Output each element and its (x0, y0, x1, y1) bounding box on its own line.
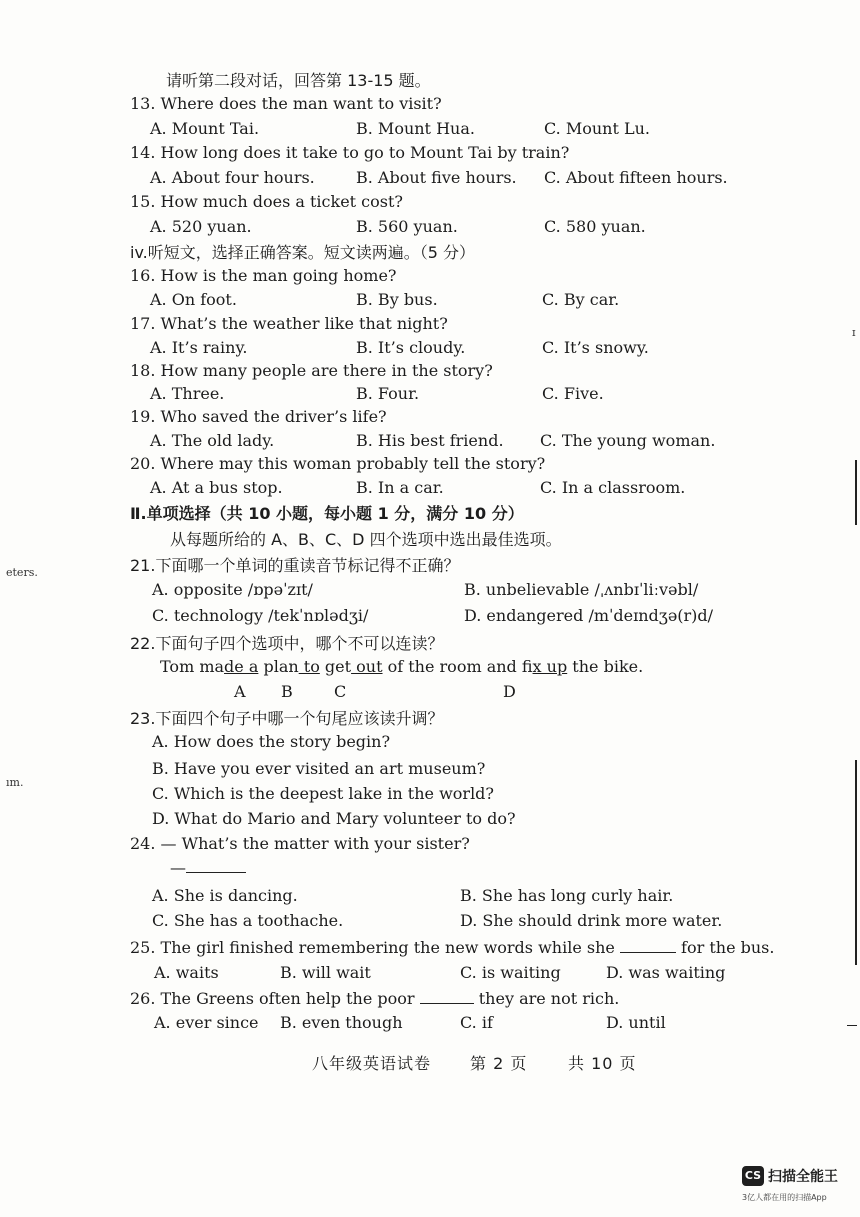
question-stem: 14. How long does it take to go to Mount Tai by train? (130, 143, 570, 162)
question-stem (130, 989, 619, 1008)
option-c: C. The young woman. (540, 431, 716, 450)
option-b: B. She has long curly hair. (460, 886, 674, 905)
part-heading: Ⅱ.单项选择（共 10 小题，每小题 1 分，满分 10 分） (130, 504, 524, 523)
option-b: B. By bus. (356, 290, 438, 309)
stem-part: for the bus. (681, 938, 775, 957)
linking-option-b: to (298, 657, 320, 676)
linking-option-d: x up (532, 657, 568, 676)
option-c: C. Five. (542, 384, 604, 403)
edge-mark (855, 460, 857, 525)
question-stem: 13. Where does the man want to visit? (130, 94, 442, 113)
footer-page: 第 2 页 (470, 1054, 528, 1073)
scanner-logo-icon: CS (742, 1166, 764, 1186)
option-c: C. She has a toothache. (152, 911, 344, 930)
sentence-part: Tom ma (160, 657, 225, 676)
scanner-app-name: 扫描全能王 (768, 1169, 838, 1185)
sentence-part: of the room and fi (382, 657, 533, 676)
stem-part: 26. The Greens often help the poor (130, 989, 415, 1008)
question-stem (130, 938, 774, 957)
dash: — (170, 858, 186, 877)
option-a: A. How does the story begin? (152, 732, 391, 751)
option-d: D. was waiting (606, 963, 726, 982)
option-a: A. ever since (154, 1013, 259, 1032)
question-stem: 20. Where may this woman probably tell the story? (130, 454, 546, 473)
part-instruction: 从每题所给的 A、B、C、D 四个选项中选出最佳选项。 (170, 530, 562, 549)
question-stem: 17. What’s the weather like that night? (130, 314, 448, 333)
question-stem: 19. Who saved the driver’s life? (130, 407, 387, 426)
linking-option-a: de a (224, 657, 259, 676)
option-b: B. Four. (356, 384, 420, 403)
footer-total: 共 10 页 (568, 1054, 637, 1073)
option-c: C. if (460, 1013, 493, 1032)
label-c: C (334, 682, 347, 701)
edge-mark (855, 760, 857, 965)
margin-fragment: eters. (6, 566, 38, 579)
footer-title: 八年级英语试卷 (312, 1054, 432, 1073)
edge-mark (847, 1025, 857, 1026)
option-a: A. She is dancing. (152, 886, 298, 905)
section-heading: iv.听短文，选择正确答案。短文读两遍。（5 分） (130, 243, 476, 262)
question-stem: 15. How much does a ticket cost? (130, 192, 403, 211)
option-d: D. endangered /mˈdeɪndʒə(r)d/ (464, 606, 714, 625)
option-a: A. The old lady. (150, 431, 275, 450)
option-d: D. What do Mario and Mary volunteer to do? (152, 809, 516, 828)
label-a: A (234, 682, 246, 701)
option-a: A. At a bus stop. (150, 478, 283, 497)
margin-fragment: ɪ (852, 326, 856, 339)
answer-blank-line (170, 858, 246, 877)
option-a: A. It’s rainy. (150, 338, 248, 357)
option-c: C. Which is the deepest lake in the world? (152, 784, 494, 803)
sentence-part: the bike. (567, 657, 644, 676)
option-b: B. 560 yuan. (356, 217, 458, 236)
option-b: B. even though (280, 1013, 403, 1032)
option-b: B. Mount Hua. (356, 119, 475, 138)
option-c: C. In a classroom. (540, 478, 686, 497)
option-c: C. technology /tekˈnɒlədʒi/ (152, 606, 369, 625)
question-stem: 23.下面四个句子中哪一个句尾应该读升调？ (130, 709, 444, 728)
option-a: A. On foot. (150, 290, 237, 309)
label-d: D (503, 682, 516, 701)
margin-fragment: ım. (6, 776, 24, 789)
linking-option-c: out (351, 657, 383, 676)
option-a: A. 520 yuan. (150, 217, 252, 236)
stem-part: 25. The girl finished remembering the new words while she (130, 938, 615, 957)
option-c: C. By car. (542, 290, 620, 309)
sentence-part: get (319, 657, 352, 676)
question-stem: 18. How many people are there in the story? (130, 361, 493, 380)
option-b: B. Have you ever visited an art museum? (152, 759, 486, 778)
option-c: C. is waiting (460, 963, 561, 982)
scanner-app-slogan: 3亿人都在用的扫描App (742, 1193, 827, 1202)
option-c: C. 580 yuan. (544, 217, 646, 236)
section-instruction: 请听第二段对话，回答第 13-15 题。 (166, 71, 431, 90)
sentence-part: plan (258, 657, 299, 676)
option-a: A. About four hours. (150, 168, 315, 187)
option-b: B. About five hours. (356, 168, 517, 187)
option-a: A. Mount Tai. (150, 119, 260, 138)
option-b: B. It’s cloudy. (356, 338, 466, 357)
option-a: A. Three. (150, 384, 225, 403)
option-b: B. His best friend. (356, 431, 504, 450)
question-stem: 16. How is the man going home? (130, 266, 397, 285)
option-b: B. In a car. (356, 478, 444, 497)
option-d: D. until (606, 1013, 666, 1032)
option-b: B. unbelievable /ˌʌnbɪˈliːvəbl/ (464, 580, 699, 599)
stem-part: they are not rich. (478, 989, 620, 1008)
option-b: B. will wait (280, 963, 371, 982)
linking-sentence (160, 657, 643, 676)
option-c: C. About fifteen hours. (544, 168, 728, 187)
option-d: D. She should drink more water. (460, 911, 723, 930)
question-stem: 21.下面哪一个单词的重读音节标记得不正确？ (130, 556, 460, 575)
option-c: C. It’s snowy. (542, 338, 649, 357)
question-stem: 22.下面句子四个选项中，哪个不可以连读？ (130, 634, 444, 653)
option-c: C. Mount Lu. (544, 119, 650, 138)
option-a: A. opposite /ɒpəˈzɪt/ (152, 580, 313, 599)
question-stem: 24. — What’s the matter with your sister? (130, 834, 470, 853)
option-a: A. waits (154, 963, 219, 982)
label-b: B (281, 682, 293, 701)
